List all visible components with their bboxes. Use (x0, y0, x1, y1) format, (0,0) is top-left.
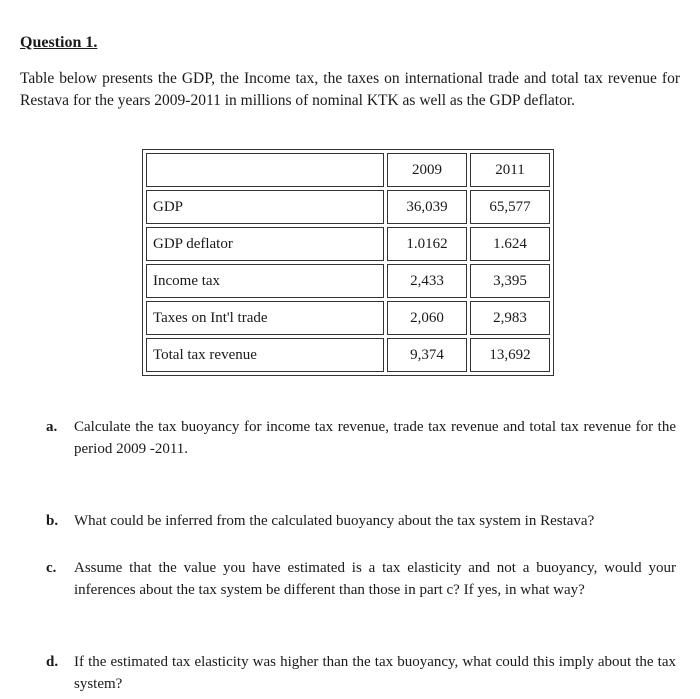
part-c (46, 557, 676, 601)
data-table (142, 149, 554, 376)
row-label: GDP deflator (146, 227, 384, 261)
table-row (146, 301, 550, 335)
cell-2009: 9,374 (387, 338, 467, 372)
cell-2011: 13,692 (470, 338, 550, 372)
cell-2009: 2,060 (387, 301, 467, 335)
part-a-letter: a. (46, 419, 58, 435)
table-row (146, 227, 550, 261)
part-c-text: Assume that the value you have estimated is a tax elasticity and not a buoyancy, would your inferences about the tax system be different than those in part c? If yes, in what way? (74, 560, 676, 598)
cell-2009: 1.0162 (387, 227, 467, 261)
table-header-blank (146, 153, 384, 187)
part-b-text: What could be inferred from the calculated buoyancy about the tax system in Restava? (74, 513, 595, 529)
cell-2011: 2,983 (470, 301, 550, 335)
row-label: Income tax (146, 264, 384, 298)
question-title: Question 1. (20, 34, 98, 51)
table-header-row (146, 153, 550, 187)
part-b (46, 510, 676, 532)
row-label: GDP (146, 190, 384, 224)
part-d (46, 651, 676, 695)
table-row (146, 264, 550, 298)
row-label: Taxes on Int'l trade (146, 301, 384, 335)
part-b-letter: b. (46, 513, 59, 529)
question-intro: Table below presents the GDP, the Income tax, the taxes on international trade and total tax revenue for Restava for the years 2009-2011 in millions of nominal KTK as well as the GDP deflator. (20, 70, 680, 109)
cell-2009: 2,433 (387, 264, 467, 298)
part-a (46, 416, 676, 460)
cell-2011: 1.624 (470, 227, 550, 261)
cell-2009: 36,039 (387, 190, 467, 224)
cell-2011: 65,577 (470, 190, 550, 224)
table-row (146, 190, 550, 224)
cell-2011: 3,395 (470, 264, 550, 298)
table-header-2009: 2009 (387, 153, 467, 187)
part-d-text: If the estimated tax elasticity was higher than the tax buoyancy, what could this imply about the tax system? (74, 654, 676, 692)
row-label: Total tax revenue (146, 338, 384, 372)
table-header-2011: 2011 (470, 153, 550, 187)
part-a-text: Calculate the tax buoyancy for income tax revenue, trade tax revenue and total tax revenue for the period 2009 -2011. (74, 419, 676, 457)
table-row (146, 338, 550, 372)
part-d-letter: d. (46, 654, 59, 670)
part-c-letter: c. (46, 560, 57, 576)
